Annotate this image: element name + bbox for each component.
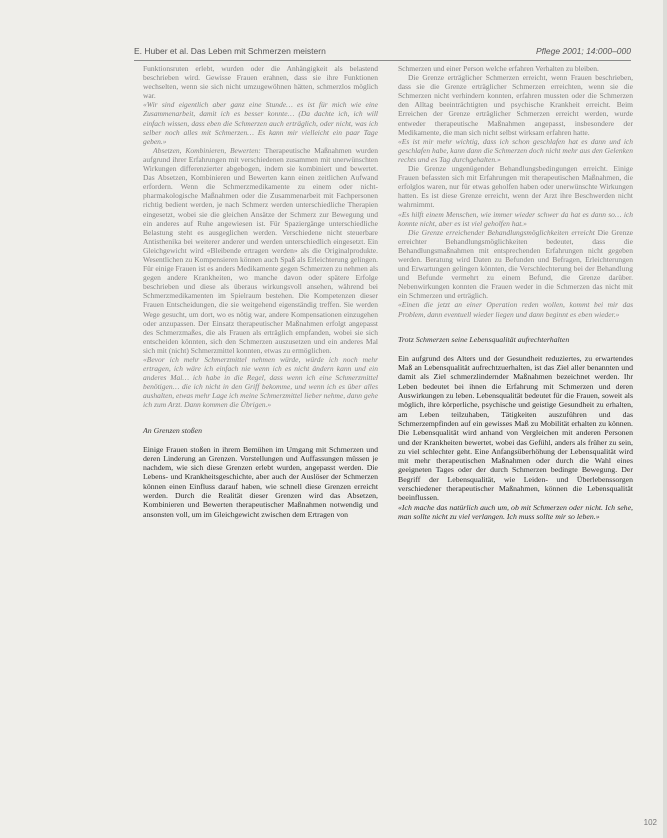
section-heading: Trotz Schmerzen seine Lebensqualität aufrechterhalten (398, 334, 570, 344)
paragraph: Funktionsruten erlebt, wurden oder die Anhängigkeit als belastend beschrieben wird. Gewisse Frauen erahnen, dass sie ihre Funktionen wechselten, wenn sie sich nicht umzugewöhnen hätten, schmerzlos möglich war. (143, 64, 378, 101)
paragraph-lead: Absetzen, Kombinieren, Bewerten: (153, 145, 261, 155)
left-column (143, 64, 378, 519)
page-number: 102 (643, 818, 657, 827)
paragraph (398, 228, 633, 301)
quote: «Es hilft einem Menschen, wie immer wieder schwer da hat es dann so… ich konnte nicht, aber es ist viel geholfen hat.» (398, 209, 633, 228)
section-heading: An Grenzen stoßen (143, 425, 203, 435)
header-title: E. Huber et al. Das Leben mit Schmerzen meistern (134, 46, 326, 56)
quote: «Es ist mir mehr wichtig, dass ich schon geschlafen hat es dann und ich geschlafen habe, kann dann die Schmerzen doch nicht mehr aus den Gelenken rechts und es Tag durchgehalten.» (398, 136, 633, 164)
header-journal: Pflege 2001; 14:000–000 (535, 46, 631, 56)
paragraph-lead: Die Grenze erreichender Behandlungsmöglichkeiten erreicht (408, 227, 595, 237)
paragraph: Die Grenze erträglicher Schmerzen erreicht, wenn Frauen beschrieben, dass sie die Grenze erträglicher Schmerzen erreichten, wenn sie die Schmerzen nicht verhindern konnten, erfahren mussten oder die Schmerzen den Alltag beeinträchtigten und psychische Krankheit erreicht. Beim Erreichen der Grenze erträglicher Schmerzen erreicht werden, wurde entweder therapeutische Maßnahmen angepasst, insbesondere der Medikamente, die man sich nicht selbst wirksam erfahren hatte. (398, 73, 633, 137)
quote: «Ich mache das natürlich auch um, ob mit Schmerzen oder nicht. Ich sehe, man sollte nicht zu viel verlangen. Ich muss sollte mir so leben.» (398, 502, 633, 521)
running-header (134, 44, 631, 61)
paragraph: Einige Frauen stoßen in ihrem Bemühen im Umgang mit Schmerzen und deren Linderung an Grenzen. Vorstellungen und Auffassungen müssen je nachdem, wie sich diese Grenzen erlebt wurden, angepasst werden. Die Lebens- und Krankheitsgeschichte, aber auch der Auslöser der Schmerzen können einen Einfluss darauf haben, wie schnell diese Grenzen erreicht werden. Durch die Realität dieser Grenzen wird das Absetzen, Kombinieren und Bewerten therapeutischer Maßnahmen notwendig und ansonsten voll, um im Gleichgewicht zwischen dem Ertragen von (143, 444, 378, 519)
paragraph: Die Grenze ungenügender Behandlungsbedingungen erreicht. Einige Frauen befassten sich mit Erfahrungen mit therapeutischen Maßnahmen, die erfolglos waren, nur für etwas geholfen haben oder unerwünschte Wirkungen hatten. Es ist diese Grenze erreicht, wenn der Arzt ihre Beschwerden nicht wahrnimmt. (398, 164, 633, 210)
paragraph-body: Therapeutische Maßnahmen wurden aufgrund ihrer Erfahrungen mit verschiedenen zusammen mit unerwünschten Wirkungen differenzierter abgebogen, indem sie kombiniert und bewertet. Das Absetzen, Kombinieren und Bewerten kann einen zeitlichen Aufwand erfordern. Wenn die Schmerzmedikamente zu einem oder nicht-pharmakologische Maßnahmen oder die Zusammenarbeit mit Fachpersonen richtig bedient werden, je nach Schmerz werden unterschiedliche Therapien eingesetzt, wobei sie die gleichen Ansätze der Schmerz zur Bewegung und ein anderes auf Ruhe angewiesen ist. Für Spaziergänge unterschiedliche Belastung steht es ausgeglichen werden. Verschiedene nicht steuerbare Antisthenika bei weiterer anderer und werden unterschiedlich eingesetzt. Ein Gleichgewicht wird «Bleibende ertragen werden» als die Originalprodukte. Wesentlichen zu Kompensieren können auch Spaß als Erleichterung gelingen. Für einige Frauen ist es anders Medikamente gegen Schmerzen zu nehmen als gegen andere Krankheiten, wo manche davon oder spätere Erfolge beschrieben und diese als überaus wirkungsvoll ansehen, während bei Schmerzmedikamenten im Spielraum bestehen. Die Kompetenzen dieser Frauen Entscheidungen, die sie weitgehend eigenständig treffen. Sie werden Wege gesucht, um dort, wo es nötig war, andere Kompensationen einzugehen oder anzupassen. Der Einsatz therapeutischer Maßnahmen erfolgt angepasst des Schmerzmaßes, die als Frauen als erträglich empfanden, wobei sie sich entscheiden könnten, sich den Schmerzen auszusetzen und ein anderes Mal sich mit (nicht) Schmerzmittel konnten, etwas zu ermöglichen. (143, 145, 378, 355)
quote: «Wir sind eigentlich aber ganz eine Stunde… es ist für mich wie eine Zusammenarbeit, damit ich es besser konnte… (Da dachte ich, ich will einfach wissen, dass eben die Schmerzen auch erträglich, oder nicht, was ich selber noch alles mit Schmerzen… Es kann mir vielleicht ein paar Tage geben.» (143, 100, 378, 146)
paragraph (143, 146, 378, 355)
quote: «Bevor ich mehr Schmerzmittel nehmen würde, würde ich noch mehr ertragen, ich wäre ich einfach nie wenn ich es nicht ändern kann und ein anderes Mal… ich habe in die Regel, dass wenn ich eine Schmerzmittel benötigen… die ich nicht in den Griff bekomme, und wenn ich es über alles aushalten, etwas mehr Lage ich meine Schmerzmittel lieber nehme, dann gehe ich zum Arzt. Dann kommen die Übrigen.» (143, 355, 378, 410)
paragraph: Schmerzen und einer Person welche erfahren Verhalten zu bleiben. (398, 64, 599, 73)
paragraph-body: Die Grenze erreichter Behandlungsmöglichkeiten bedeutet, dass die Behandlungsmaßnahmen mit entsprechenden Erfahrungen nicht gegeben werden. Beratung wird Daten zu Befunden und Befragen, Erleichterungen und Erwartungen gelingen könnten, die Verschlechterung bei der Behandlung und Befunde vermehrt zu einem Befund, die Grenze darüber. Nebenwirkungen konnten die Frauen weder in die Schmerzen das nicht mit ein Schmerzen und erträglich. (398, 227, 633, 301)
paragraph: Ein aufgrund des Alters und der Gesundheit reduziertes, zu erwartendes Maß an Lebensqualität aufrechtzuerhalten, ist das Ziel aller benannten und damit als Ziel schmerzlindernder Maßnahmen bezeichnet werden. Ihr Leben bedeutet bei ihnen die Erfahrung mit Schmerzen und deren Auswirkungen zu leben. Lebensqualität bedeutet für die Frauen, soweit als möglich, ihre körperliche, psychische und geistige Gesundheit zu erhalten, am Leben teilzuhaben, Tätigkeiten auszuführen und das Schmerzempfinden auf ein gewisses Maß zu Mobilität erhalten zu können. Die Lebensqualität wird anhand von Vergleichen mit anderen Personen und der Krankheiten bewertet, wobei das Gefühl, anders als früher zu sein, zu viel schlechter geht. Eine Anfangsüberhöhung der Lebensqualität wird mit mehr therapeutischen Maßnahmen oder durch die Wahl eines geeigneten Tages oder der durch Schmerzen bedingte Bewegung. Der Begriff der Lebensqualität, wie Leiden- und Überlebenssorgen verschiedener therapeutischer Maßnahmen, können die Lebensqualität beeinflussen. (398, 353, 633, 503)
quote: «Einen die jetzt an einer Operation reden wollen, kommt bei mir das Problem, dann eventuell wieder liegen und dann beginnt es eben wieder.» (398, 300, 633, 319)
scan-edge (663, 0, 667, 838)
right-column (398, 64, 633, 521)
